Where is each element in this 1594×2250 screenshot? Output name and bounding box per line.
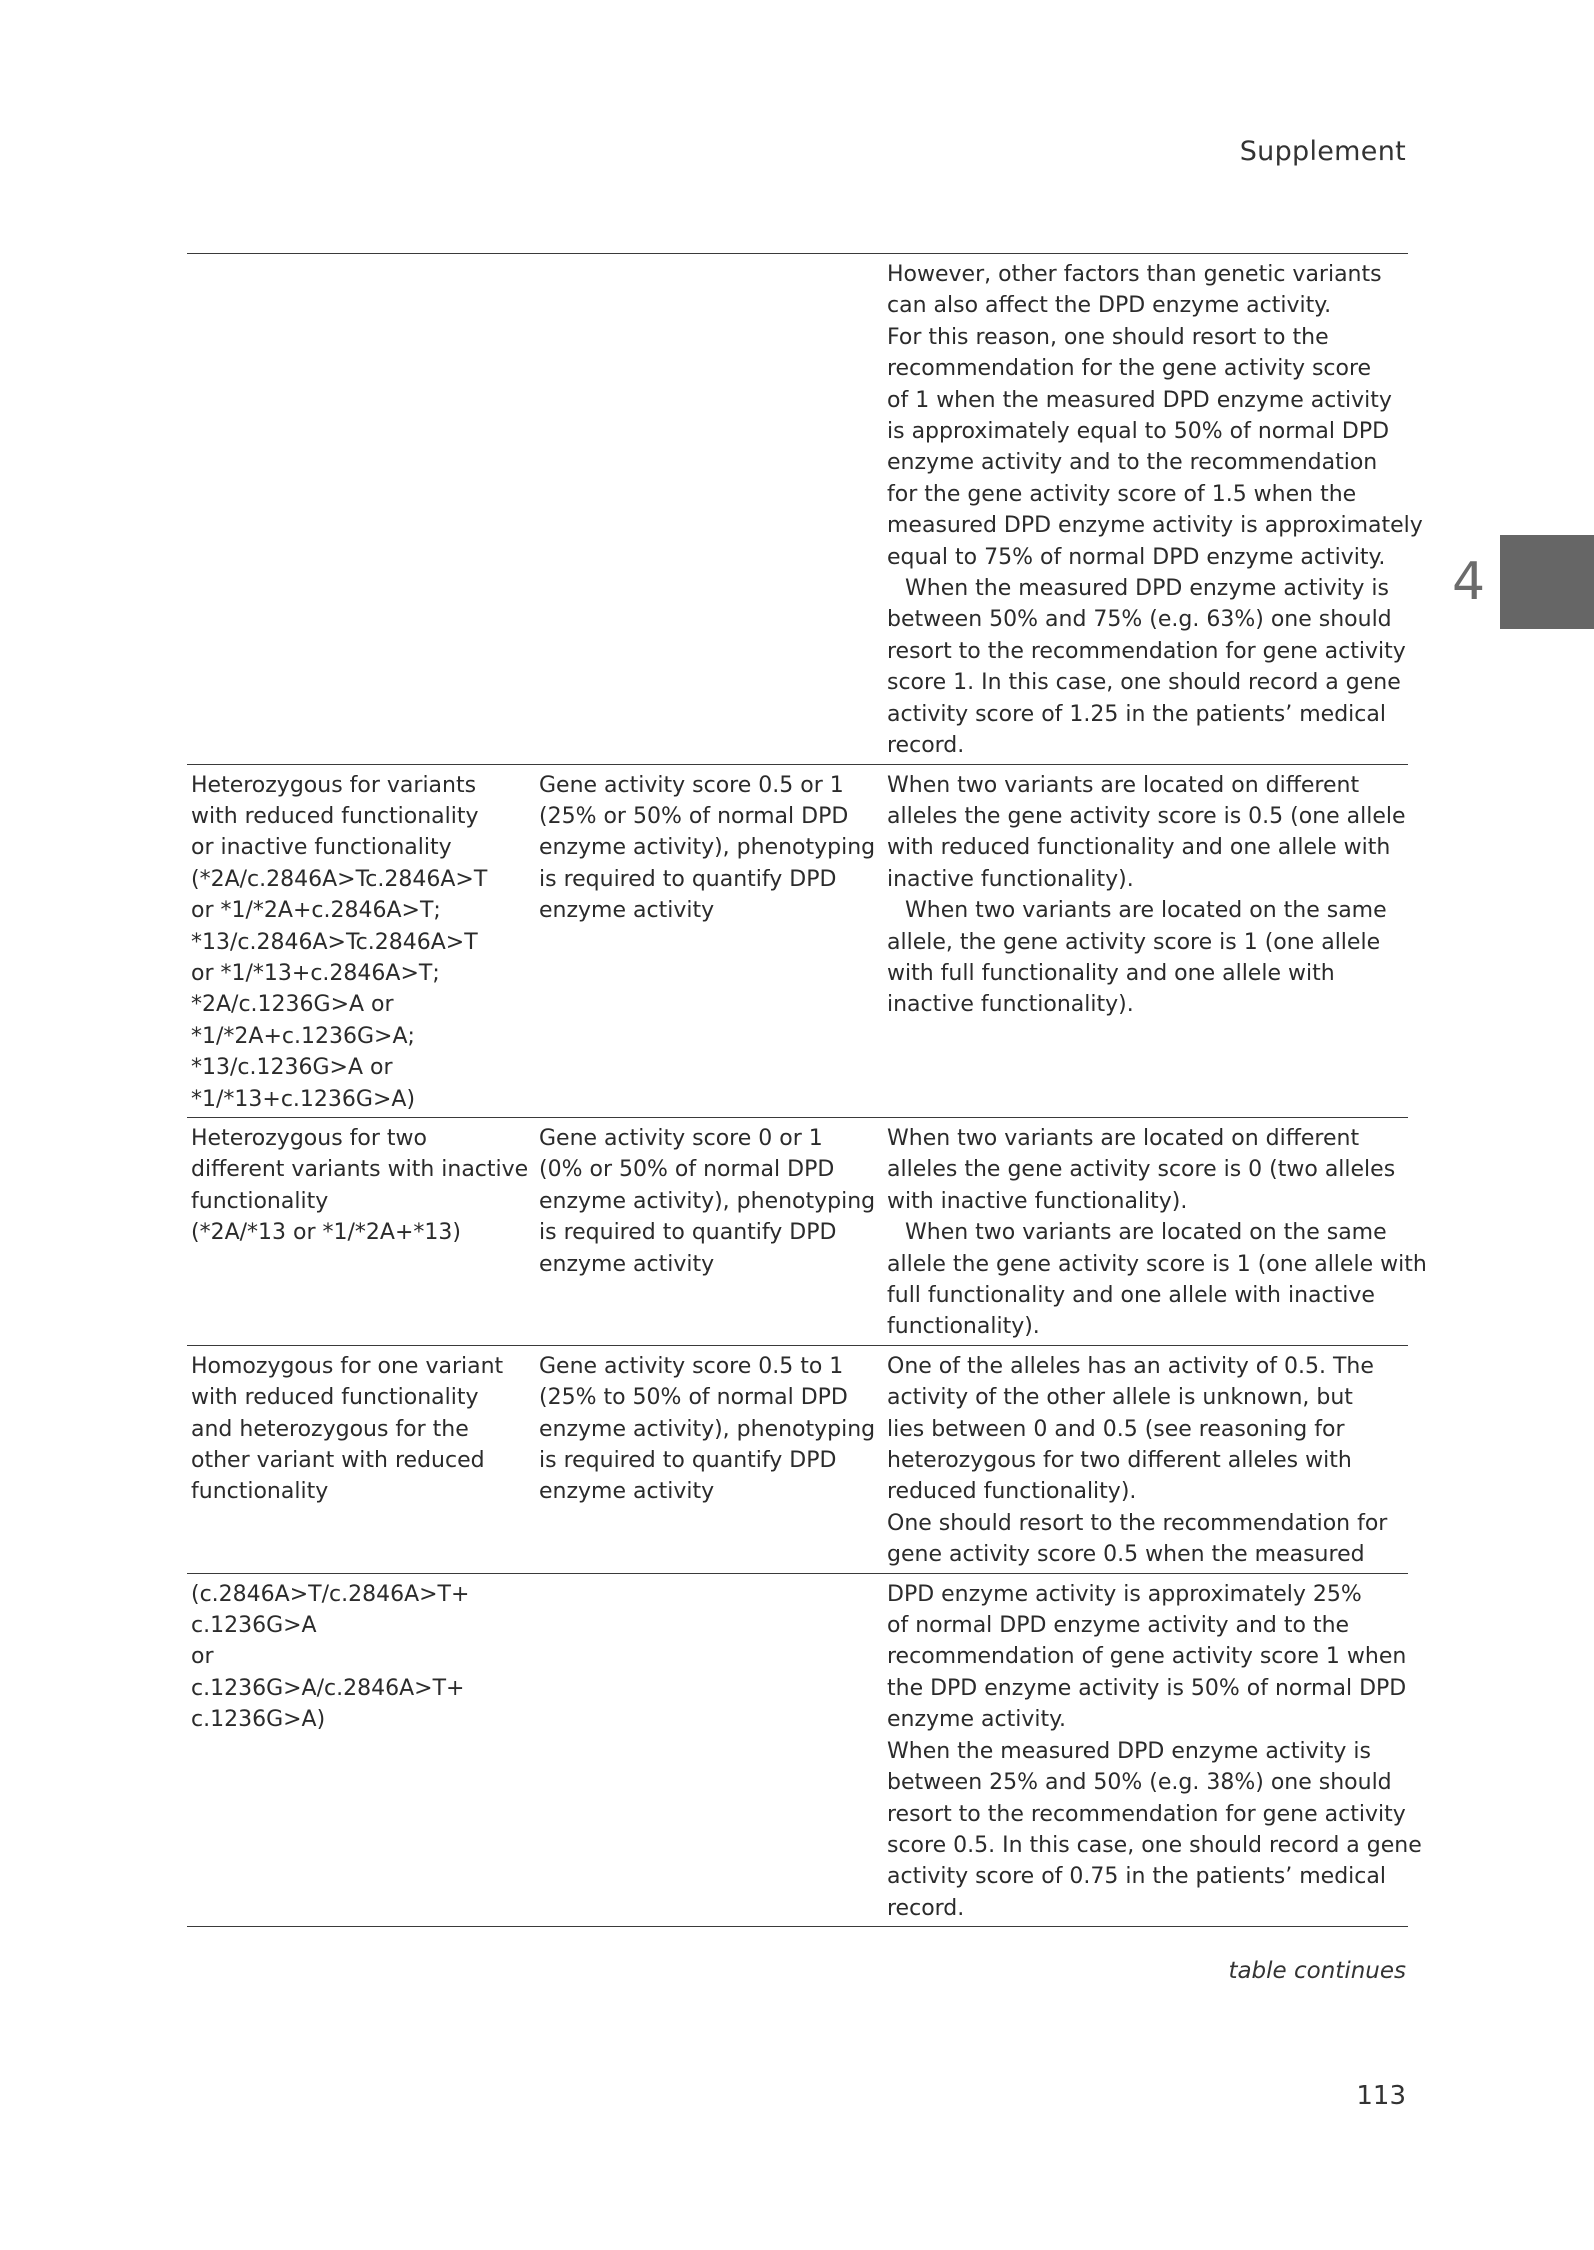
cell-text-line: However, other factors than genetic variants <box>887 262 1382 287</box>
cell-text-line: with reduced functionality <box>191 1385 479 1411</box>
section-title: Supplement <box>1239 136 1406 167</box>
cell-text-line: *13/c.1236G>A or <box>191 1055 393 1081</box>
cell-text-line: gene activity score 0.5 when the measured <box>887 1542 1365 1568</box>
cell-text-line: resort to the recommendation for gene activity <box>887 638 1406 664</box>
cell-text-line: resort to the recommendation for gene activity <box>887 1801 1406 1827</box>
table-cell-col1 <box>187 1573 535 1926</box>
cell-text-line: alleles the gene activity score is 0 (two alleles <box>887 1157 1396 1183</box>
cell-text-line: or <box>191 1644 214 1670</box>
cell-text-line: recommendation of gene activity score 1 when <box>887 1644 1407 1670</box>
table-row <box>187 1345 1408 1573</box>
cell-text-line: of 1 when the measured DPD enzyme activity <box>887 387 1392 413</box>
cell-text-line: alleles the gene activity score is 0.5 (one allele <box>887 803 1406 829</box>
cell-text-line: When the measured DPD enzyme activity is <box>905 576 1389 602</box>
table-cell-col3 <box>883 1573 1422 1926</box>
table-cell-col3 <box>883 764 1408 1117</box>
cell-text-line: *1/*2A+c.1236G>A; <box>191 1023 415 1049</box>
cell-text-line: equal to 75% of normal DPD enzyme activity. <box>887 544 1386 570</box>
cell-text-line: recommendation for the gene activity score <box>887 356 1372 382</box>
cell-text-line: for the gene activity score of 1.5 when the <box>887 481 1357 507</box>
cell-text-line: enzyme activity <box>539 898 715 924</box>
cell-text-line: record. <box>887 733 965 759</box>
cell-text-line: different variants with inactive <box>191 1157 529 1183</box>
table-body <box>187 254 1427 1927</box>
table-cell-col2 <box>535 764 883 1117</box>
cell-text-line: (25% to 50% of normal DPD <box>539 1385 848 1411</box>
cell-text-line: the DPD enzyme activity is 50% of normal DPD <box>887 1675 1407 1701</box>
cell-text-line: with full functionality and one allele with <box>887 960 1335 986</box>
cell-text-line: functionality <box>191 1188 329 1214</box>
cell-text-line: or inactive functionality <box>191 835 452 861</box>
cell-text-line: full functionality and one allele with inactive <box>887 1283 1375 1308</box>
cell-text-line: One should resort to the recommendation for <box>887 1510 1388 1536</box>
cell-text-line: between 25% and 50% (e.g. 38%) one should <box>887 1770 1392 1796</box>
cell-text-line: reduced functionality). <box>887 1479 1137 1505</box>
cell-text-line: between 50% and 75% (e.g. 63%) one should <box>887 607 1392 633</box>
cell-text-line: For this reason, one should resort to the <box>887 324 1329 350</box>
cell-text-line: allele the gene activity score is 1 (one allele with <box>887 1251 1427 1277</box>
cell-text-line: other variant with reduced <box>191 1448 485 1474</box>
cell-text-line: When two variants are located on different <box>887 772 1360 798</box>
cell-text-line: is required to quantify DPD <box>539 1220 837 1246</box>
cell-text-line: (25% or 50% of normal DPD <box>539 803 849 829</box>
recommendation-table <box>187 253 1427 1927</box>
cell-text-line: or *1/*13+c.2846A>T; <box>191 960 440 986</box>
cell-text-line: enzyme activity <box>539 1251 715 1277</box>
cell-text-line: of normal DPD enzyme activity and to the <box>887 1613 1350 1639</box>
cell-text-line: allele, the gene activity score is 1 (one allele <box>887 929 1381 955</box>
cell-text-line: activity score of 0.75 in the patients’ medical <box>887 1864 1386 1890</box>
table-cell-col2 <box>535 254 883 765</box>
cell-text-line: (0% or 50% of normal DPD <box>539 1157 835 1183</box>
table-row <box>187 1117 1408 1345</box>
cell-text-line: Heterozygous for two <box>191 1125 427 1151</box>
cell-text-line: enzyme activity), phenotyping <box>539 1416 876 1442</box>
cell-text-line: can also affect the DPD enzyme activity. <box>887 293 1332 319</box>
cell-text-line: enzyme activity and to the recommendation <box>887 450 1378 476</box>
cell-text-line: *13/c.2846A>Tc.2846A>T <box>191 929 478 955</box>
table-cell-col1 <box>187 1117 535 1345</box>
cell-text-line: When two variants are located on the same <box>905 898 1387 924</box>
cell-text-line: functionality). <box>887 1314 1040 1340</box>
cell-text-line: (*2A/*13 or *1/*2A+*13) <box>191 1220 461 1246</box>
cell-text-line: and heterozygous for the <box>191 1416 469 1442</box>
cell-text-line: enzyme activity), phenotyping <box>539 1188 876 1214</box>
cell-text-line: heterozygous for two different alleles with <box>887 1448 1352 1474</box>
cell-text-line: or *1/*2A+c.2846A>T; <box>191 898 441 924</box>
cell-text-line: record. <box>887 1895 965 1921</box>
cell-text-line: Heterozygous for variants <box>191 772 477 798</box>
cell-text-line: (c.2846A>T/c.2846A>T+ <box>191 1581 470 1607</box>
cell-text-line: Gene activity score 0.5 or 1 <box>539 772 844 798</box>
table-row <box>187 1573 1408 1926</box>
table-row <box>187 764 1408 1117</box>
cell-text-line: When the measured DPD enzyme activity is <box>887 1738 1371 1764</box>
cell-text-line: is required to quantify DPD <box>539 1448 837 1474</box>
cell-text-line: inactive functionality). <box>887 992 1134 1018</box>
cell-text-line: (*2A/c.2846A>Tc.2846A>T <box>191 866 488 892</box>
cell-text-line: score 0.5. In this case, one should record a gene <box>887 1832 1422 1858</box>
cell-text-line: *1/*13+c.1236G>A) <box>191 1086 416 1112</box>
cell-text-line: score 1. In this case, one should record a gene <box>887 670 1401 696</box>
table-cell-col3 <box>883 1345 1408 1573</box>
cell-text-line: DPD enzyme activity is approximately 25% <box>887 1581 1362 1607</box>
cell-text-line: enzyme activity <box>539 1479 715 1505</box>
cell-text-line: functionality <box>191 1479 329 1505</box>
cell-text-line: activity score of 1.25 in the patients’ medical <box>887 701 1386 727</box>
cell-text-line: lies between 0 and 0.5 (see reasoning for <box>887 1416 1345 1442</box>
cell-text-line: with reduced functionality <box>191 803 479 829</box>
page-number: 113 <box>1356 2081 1406 2111</box>
table-continues-note: table continues <box>1228 1958 1406 1984</box>
cell-text-line: *2A/c.1236G>A or <box>191 992 394 1018</box>
cell-text-line: One of the alleles has an activity of 0.5. The <box>887 1353 1374 1379</box>
cell-text-line: is approximately equal to 50% of normal DPD <box>887 419 1390 445</box>
cell-text-line: with reduced functionality and one allele with <box>887 835 1391 861</box>
cell-text-line: measured DPD enzyme activity is approximately <box>887 513 1423 539</box>
cell-text-line: When two variants are located on the same <box>905 1220 1387 1246</box>
cell-text-line: Homozygous for one variant <box>191 1353 504 1379</box>
table-cell-col2 <box>535 1573 883 1926</box>
cell-text-line: When two variants are located on different <box>887 1125 1360 1151</box>
table-cell-col1 <box>187 1345 535 1573</box>
table-cell-col1 <box>187 764 535 1117</box>
cell-text-line: Gene activity score 0 or 1 <box>539 1125 823 1151</box>
chapter-tab-marker <box>1500 535 1594 629</box>
cell-text-line: c.1236G>A <box>191 1613 317 1639</box>
table-cell-col3 <box>883 1117 1427 1345</box>
table-cell-col2 <box>535 1345 883 1573</box>
table-cell-col2 <box>535 1117 883 1345</box>
chapter-number: 4 <box>1452 552 1486 612</box>
cell-text-line: with inactive functionality). <box>887 1188 1188 1214</box>
table-cell-col3 <box>883 254 1423 765</box>
cell-text-line: inactive functionality). <box>887 866 1134 892</box>
cell-text-line: enzyme activity. <box>887 1707 1066 1733</box>
cell-text-line: c.1236G>A) <box>191 1707 326 1733</box>
cell-text-line: activity of the other allele is unknown, but <box>887 1385 1353 1411</box>
table-row <box>187 254 1408 765</box>
cell-text-line: c.1236G>A/c.2846A>T+ <box>191 1675 465 1701</box>
table-cell-col1 <box>187 254 535 765</box>
cell-text-line: Gene activity score 0.5 to 1 <box>539 1353 844 1379</box>
cell-text-line: is required to quantify DPD <box>539 866 837 892</box>
cell-text-line: enzyme activity), phenotyping <box>539 835 876 861</box>
